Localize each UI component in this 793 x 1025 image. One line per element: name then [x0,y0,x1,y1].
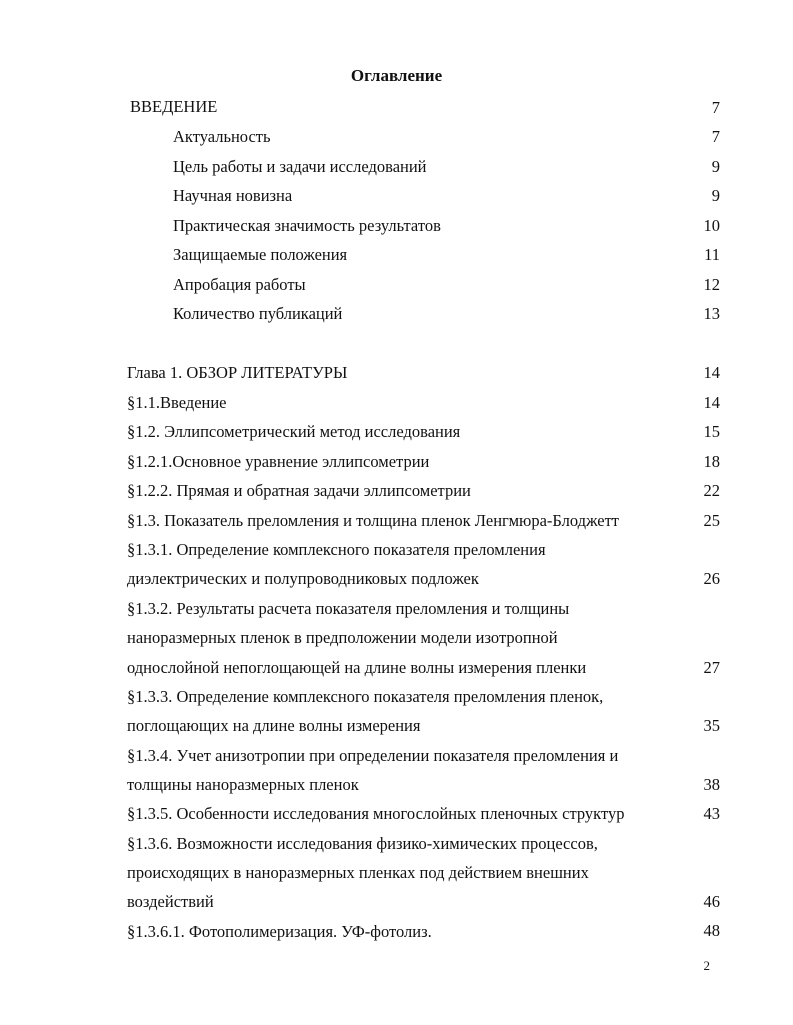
toc-entry: Количество публикаций [173,304,343,323]
toc-page-number: 9 [711,186,720,205]
toc-page-number: 38 [703,775,720,794]
page-title: Оглавление [350,66,443,85]
toc-page-number: 48 [703,921,720,940]
toc-entry: Апробация работы [173,275,306,294]
toc-entry-continuation: толщины наноразмерных пленок [127,775,359,794]
toc-entry: §1.2.2. Прямая и обратная задачи эллипсометрии [127,481,471,500]
toc-entry-continuation: однослойной непоглощающей на длине волны измерения пленки [127,658,587,677]
toc-page-number: 9 [711,157,720,176]
toc-entry: §1.3.6. Возможности исследования физико-химических процессов, [127,834,598,853]
toc-entry: Защищаемые положения [173,245,348,264]
toc-page-number: 46 [703,892,720,911]
toc-entry-continuation: наноразмерных пленок в предположении модели изотропной [127,628,558,647]
toc-entry-continuation: воздействий [127,892,214,911]
toc-entry: §1.3.3. Определение комплексного показателя преломления пленок, [127,687,604,706]
toc-entry: §1.3.4. Учет анизотропии при определении показателя преломления и [127,746,619,765]
toc-page-number: 7 [711,98,720,117]
toc-heading-intro: ВВЕДЕНИЕ [130,97,218,116]
page-number: 2 [703,958,710,973]
toc-entry: Научная новизна [173,186,293,205]
toc-entry: §1.3.2. Результаты расчета показателя преломления и толщины [127,599,570,618]
toc-entry-continuation: диэлектрических и полупроводниковых подложек [127,569,479,588]
toc-page-number: 14 [703,393,720,412]
toc-entry: §1.2.1.Основное уравнение эллипсометрии [127,452,430,471]
toc-page-number: 18 [703,452,720,471]
toc-entry: §1.3. Показатель преломления и толщина пленок Ленгмюра-Блоджетт [127,511,620,530]
toc-entry: Актуальность [173,127,271,146]
toc-page-number: 15 [703,422,720,441]
toc-page-number: 27 [703,658,720,677]
toc-entry-continuation: происходящих в наноразмерных пленках под действием внешних [127,863,589,882]
toc-entry: §1.3.6.1. Фотополимеризация. УФ-фотолиз. [127,922,432,941]
toc-entry: Цель работы и задачи исследований [173,157,427,176]
toc-entry: §1.3.5. Особенности исследования многослойных пленочных структур [127,804,625,823]
toc-page-number: 43 [703,804,720,823]
toc-page-number: 13 [703,304,720,323]
toc-entry: §1.1.Введение [127,393,227,412]
toc-heading-chapter-1: Глава 1. ОБЗОР ЛИТЕРАТУРЫ [127,363,348,382]
toc-page-number: 7 [711,127,720,146]
toc-entry-continuation: поглощающих на длине волны измерения [127,716,421,735]
toc-page-number: 14 [703,363,720,382]
toc-entry: §1.3.1. Определение комплексного показателя преломления [127,540,546,559]
toc-page-number: 22 [703,481,720,500]
toc-page-number: 10 [703,216,720,235]
toc-page-number: 26 [703,569,720,588]
toc-page-number: 11 [704,245,720,264]
toc-page-number: 35 [703,716,720,735]
toc-entry: §1.2. Эллипсометрический метод исследования [127,422,461,441]
toc-page-number: 25 [703,511,720,530]
toc-page-number: 12 [703,275,720,294]
toc-entry: Практическая значимость результатов [173,216,441,235]
